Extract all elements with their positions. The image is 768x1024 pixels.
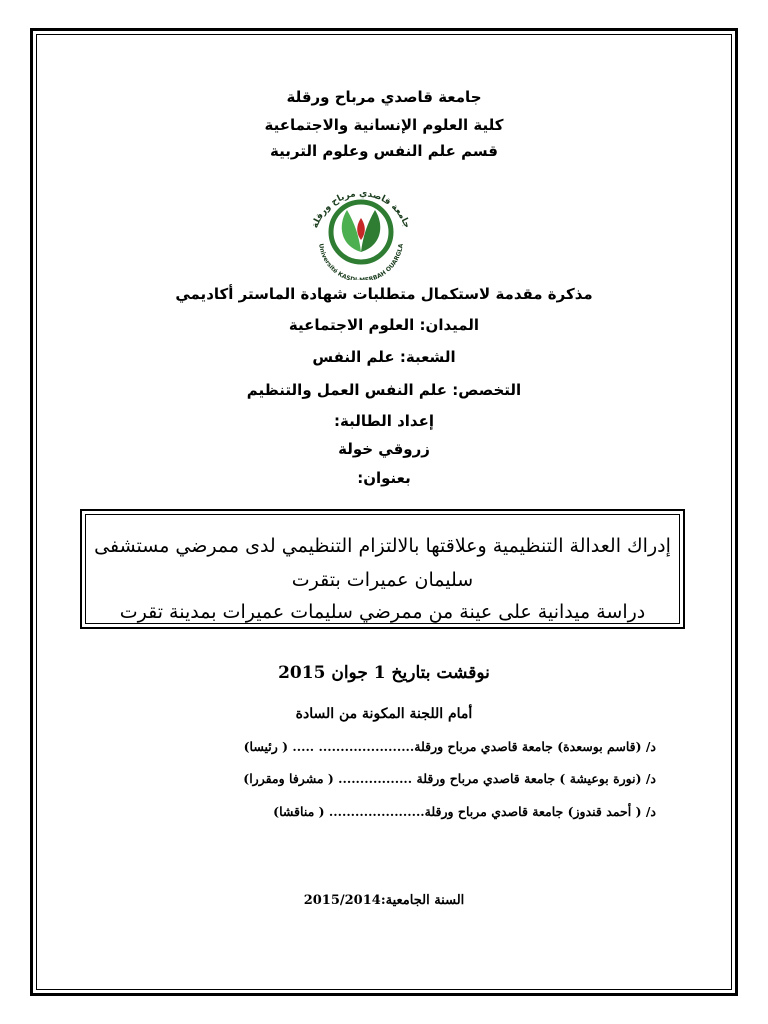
student-name: زروقي خولة bbox=[338, 440, 430, 458]
thesis-title-line-2: سليمان عميرات بتقرت bbox=[291, 569, 474, 591]
prepared-by-label: إعداد الطالبة: bbox=[334, 412, 434, 430]
logo-arabic-text: جامعة قاصدي مرباح ورقلة bbox=[310, 188, 412, 230]
field-line: الميدان: العلوم الاجتماعية bbox=[288, 316, 480, 334]
academic-year: السنة الجامعية:2015/2014 bbox=[303, 893, 465, 908]
faculty-name: كلية العلوم الإنسانية والاجتماعية bbox=[264, 116, 504, 134]
title-label: بعنوان: bbox=[357, 469, 411, 487]
university-logo bbox=[297, 180, 425, 280]
university-name: جامعة قاصدي مرباح ورقلة bbox=[286, 88, 482, 106]
department-name: قسم علم النفس وعلوم التربية bbox=[270, 142, 498, 160]
specialty-line: التخصص: علم النفس العمل والتنظيم bbox=[246, 381, 522, 399]
defense-date: نوقشت بتاريخ 1 جوان 2015 bbox=[278, 663, 490, 683]
thesis-title-line-1: إدراك العدالة التنظيمية وعلاقتها بالالتزام التنظيمي لدى ممرضي مستشفى bbox=[94, 535, 671, 557]
committee-member-president: د/ (قاسم بوسعدة) جامعة قاصدي مرباح ورقلة...................... ..... ( رئيسا) bbox=[243, 739, 656, 754]
thesis-title-line-3: دراسة ميدانية على عينة من ممرضي سليمات عميرات بمدينة تقرت bbox=[119, 601, 646, 623]
committee-member-examiner: د/ ( أحمد قندوز) جامعة قاصدي مرباح ورقلة...................... ( مناقشا) bbox=[273, 804, 656, 819]
branch-line: الشعبة: علم النفس bbox=[312, 348, 456, 366]
committee-heading: أمام اللجنة المكونة من السادة bbox=[295, 706, 473, 722]
memo-purpose: مذكرة مقدمة لاستكمال متطلبات شهادة الماستر أكاديمي bbox=[175, 285, 593, 303]
committee-member-supervisor: د/ (نورة بوعيشة ) جامعة قاصدي مرباح ورقلة ................. ( مشرفا ومقررا) bbox=[243, 771, 656, 786]
logo-latin-text: Université KASD RBAH OUARGLA bbox=[317, 243, 405, 280]
